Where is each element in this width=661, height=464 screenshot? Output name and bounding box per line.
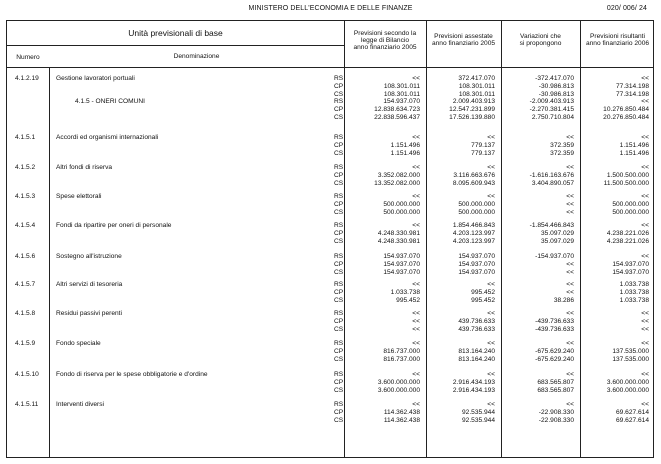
row-numero: 4.1.5.11 — [15, 401, 39, 408]
cell-risultanti: 1.033.738 — [619, 289, 649, 296]
cell-variazioni: -1.854.466.843 — [529, 222, 574, 229]
row-type: CS — [334, 114, 344, 121]
cell-risultanti: << — [641, 98, 649, 105]
cell-risultanti: << — [641, 326, 649, 333]
row-denominazione: Fondo speciale — [56, 340, 101, 347]
cell-variazioni: -30.986.813 — [538, 91, 574, 98]
row-type: RS — [334, 281, 344, 288]
cell-bilancio: 114.362.438 — [383, 409, 420, 416]
variazioni-header: Variazioni che si propongono — [519, 33, 562, 48]
cell-variazioni: -154.937.070 — [535, 253, 574, 260]
cell-bilancio: 1.151.496 — [390, 150, 420, 157]
cell-variazioni: << — [566, 340, 574, 347]
cell-bilancio: 4.248.330.981 — [377, 238, 420, 245]
cell-assestate: 108.301.011 — [458, 83, 495, 90]
cell-assestate: 154.937.070 — [458, 253, 495, 260]
cell-risultanti: << — [641, 193, 649, 200]
cell-assestate: 154.937.070 — [458, 269, 495, 276]
cell-variazioni: -372.417.070 — [535, 75, 574, 82]
cell-risultanti: 1.033.738 — [619, 281, 649, 288]
row-denominazione: Residui passivi perenti — [56, 310, 122, 317]
cell-risultanti: << — [641, 340, 649, 347]
row-numero: 4.1.5.1 — [15, 134, 36, 141]
cell-risultanti: 69.627.614 — [615, 417, 649, 424]
cell-assestate: 4.203.123.997 — [452, 238, 495, 245]
cell-variazioni: -439.736.633 — [535, 318, 574, 325]
cell-assestate: 17.526.139.880 — [449, 114, 495, 121]
row-type: CS — [334, 297, 344, 304]
cell-variazioni: 683.565.807 — [537, 387, 574, 394]
cell-variazioni: 38.286 — [553, 297, 574, 304]
row-denominazione: 4.1.5 - ONERI COMUNI — [75, 98, 145, 105]
row-denominazione: Fondo di riserva per le spese obbligatorie e d'ordine — [56, 371, 208, 378]
page-code: 020/ 006/ 24 — [606, 5, 647, 12]
cell-risultanti: << — [641, 310, 649, 317]
cell-bilancio: 1.033.738 — [390, 289, 420, 296]
cell-variazioni: 372.359 — [550, 142, 574, 149]
row-type: RS — [334, 401, 344, 408]
cell-risultanti: 154.937.070 — [612, 269, 649, 276]
cell-variazioni: -675.629.240 — [535, 348, 574, 355]
cell-risultanti: 137.535.000 — [612, 356, 649, 363]
cell-risultanti: 77.314.198 — [615, 91, 649, 98]
row-type: CS — [334, 417, 344, 424]
cell-risultanti: 137.535.000 — [612, 348, 649, 355]
row-type: CP — [334, 261, 344, 268]
cell-assestate: 439.736.633 — [458, 318, 495, 325]
cell-assestate: 108.301.011 — [458, 91, 495, 98]
cell-bilancio: 108.301.011 — [383, 91, 420, 98]
cell-variazioni: << — [566, 371, 574, 378]
row-type: CP — [334, 409, 344, 416]
cell-risultanti: 500.000.000 — [612, 209, 649, 216]
cell-assestate: 3.116.663.676 — [453, 172, 495, 179]
cell-assestate: << — [487, 134, 495, 141]
cell-variazioni: << — [566, 193, 574, 200]
row-type: CS — [334, 238, 344, 245]
cell-assestate: 4.203.123.997 — [452, 230, 495, 237]
row-type: CP — [334, 142, 344, 149]
cell-risultanti: 1.033.738 — [619, 297, 649, 304]
cell-risultanti: 1.151.496 — [619, 150, 649, 157]
cell-risultanti: 4.238.221.026 — [606, 230, 649, 237]
cell-assestate: 2.916.434.193 — [452, 379, 495, 386]
cell-variazioni: << — [566, 289, 574, 296]
cell-risultanti: 3.600.000.000 — [606, 379, 649, 386]
cell-variazioni: 35.097.029 — [540, 238, 574, 245]
cell-risultanti: 10.276.850.484 — [603, 106, 649, 113]
cell-bilancio: << — [412, 340, 420, 347]
budget-table — [6, 20, 654, 458]
row-numero: 4.1.5.3 — [15, 193, 36, 200]
cell-variazioni: 372.359 — [550, 150, 574, 157]
cell-bilancio: 154.937.070 — [383, 98, 420, 105]
cell-assestate: 779.137 — [471, 150, 495, 157]
cell-bilancio: 108.301.011 — [383, 83, 420, 90]
cell-assestate: 500.000.000 — [458, 201, 495, 208]
row-type: CS — [334, 209, 344, 216]
prev-bilancio-header: Previsioni secondo la legge di Bilancio anno finanziario 2005 — [353, 30, 417, 52]
row-type: CP — [334, 289, 344, 296]
cell-assestate: 8.095.609.943 — [452, 180, 495, 187]
cell-variazioni: 3.404.890.057 — [531, 180, 574, 187]
cell-assestate: << — [487, 310, 495, 317]
col-divider-numero — [49, 67, 50, 457]
cell-risultanti: 4.238.221.026 — [606, 238, 649, 245]
unit-group-header: Unità previsionali di base — [128, 28, 223, 38]
row-type: CP — [334, 83, 344, 90]
cell-bilancio: 3.600.000.000 — [377, 379, 420, 386]
cell-variazioni: -2.270.381.415 — [529, 106, 574, 113]
cell-assestate: 2.009.403.913 — [452, 98, 495, 105]
row-type: CP — [334, 379, 344, 386]
cell-assestate: 12.547.231.899 — [449, 106, 495, 113]
cell-assestate: << — [487, 193, 495, 200]
row-denominazione: Altri fondi di riserva — [56, 164, 113, 171]
cell-variazioni: -1.616.163.676 — [529, 172, 574, 179]
row-type: CP — [334, 230, 344, 237]
row-type: RS — [334, 134, 344, 141]
row-type: CP — [334, 348, 344, 355]
cell-assestate: << — [487, 281, 495, 288]
prev-risultanti-header: Previsioni risultanti anno finanziario 2006 — [585, 33, 650, 48]
row-denominazione: Altri servizi di tesoreria — [56, 281, 123, 288]
cell-variazioni: << — [566, 310, 574, 317]
row-type: CP — [334, 201, 344, 208]
cell-risultanti: 11.500.500.000 — [603, 180, 649, 187]
cell-risultanti: 77.314.198 — [615, 83, 649, 90]
row-type: RS — [334, 222, 344, 229]
row-numero: 4.1.5.4 — [15, 222, 36, 229]
row-type: CS — [334, 356, 344, 363]
row-type: RS — [334, 310, 344, 317]
cell-risultanti: << — [641, 222, 649, 229]
cell-bilancio: 13.352.082.000 — [374, 180, 420, 187]
cell-variazioni: << — [566, 209, 574, 216]
cell-bilancio: << — [412, 134, 420, 141]
cell-bilancio: << — [412, 281, 420, 288]
row-denominazione: Accordi ed organismi internazionali — [56, 134, 159, 141]
cell-variazioni: << — [566, 164, 574, 171]
cell-assestate: 779.137 — [471, 142, 495, 149]
cell-bilancio: << — [412, 371, 420, 378]
cell-variazioni: 2.750.710.804 — [531, 114, 574, 121]
row-type: CP — [334, 106, 344, 113]
cell-assestate: 154.937.070 — [458, 261, 495, 268]
row-numero: 4.1.2.19 — [15, 75, 39, 82]
cell-bilancio: 114.362.438 — [383, 417, 420, 424]
row-type: CS — [334, 150, 344, 157]
denominazione-header: Denominazione — [173, 53, 220, 60]
cell-bilancio: 500.000.000 — [383, 201, 420, 208]
cell-risultanti: << — [641, 401, 649, 408]
cell-risultanti: 20.276.850.484 — [603, 114, 649, 121]
cell-bilancio: 1.151.496 — [390, 142, 420, 149]
cell-bilancio: 816.737.000 — [383, 348, 420, 355]
row-denominazione: Fondi da ripartire per oneri di personale — [56, 222, 172, 229]
cell-bilancio: 3.352.082.000 — [377, 172, 420, 179]
row-numero: 4.1.5.9 — [15, 340, 36, 347]
cell-bilancio: 995.452 — [396, 297, 420, 304]
cell-variazioni: -675.629.240 — [535, 356, 574, 363]
row-denominazione: Sostegno all'istruzione — [56, 253, 122, 260]
cell-risultanti: 154.937.070 — [612, 261, 649, 268]
cell-risultanti: << — [641, 134, 649, 141]
row-type: RS — [334, 253, 344, 260]
row-numero: 4.1.5.2 — [15, 164, 36, 171]
cell-variazioni: << — [566, 201, 574, 208]
cell-risultanti: << — [641, 75, 649, 82]
row-denominazione: Gestione lavoratori portuali — [56, 75, 135, 82]
cell-risultanti: << — [641, 318, 649, 325]
row-type: RS — [334, 98, 344, 105]
row-numero: 4.1.5.10 — [15, 371, 39, 378]
cell-risultanti: << — [641, 164, 649, 171]
row-numero: 4.1.5.8 — [15, 310, 36, 317]
cell-assestate: << — [487, 340, 495, 347]
cell-assestate: 813.164.240 — [458, 348, 495, 355]
row-type: RS — [334, 164, 344, 171]
row-type: CP — [334, 318, 344, 325]
cell-bilancio: << — [412, 164, 420, 171]
cell-variazioni: << — [566, 281, 574, 288]
prev-assestate-header: Previsioni assestate anno finanziario 2005 — [431, 33, 496, 48]
cell-variazioni: -2.009.403.913 — [529, 98, 574, 105]
cell-risultanti: << — [641, 253, 649, 260]
cell-assestate: 995.452 — [471, 289, 495, 296]
numero-header: Numero — [16, 54, 40, 61]
cell-assestate: 372.417.070 — [458, 75, 495, 82]
row-denominazione: Interventi diversi — [56, 401, 105, 408]
cell-assestate: << — [487, 371, 495, 378]
cell-bilancio: 22.838.596.437 — [374, 114, 420, 121]
cell-risultanti: 1.500.500.000 — [606, 172, 649, 179]
header-rule-bottom — [7, 67, 653, 68]
cell-risultanti: 500.000.000 — [612, 201, 649, 208]
cell-bilancio: 500.000.000 — [383, 209, 420, 216]
cell-assestate: << — [487, 401, 495, 408]
row-type: CS — [334, 326, 344, 333]
row-denominazione: Spese elettorali — [56, 193, 102, 200]
cell-bilancio: << — [412, 75, 420, 82]
row-type: CS — [334, 269, 344, 276]
cell-variazioni: 683.565.807 — [537, 379, 574, 386]
cell-bilancio: << — [412, 310, 420, 317]
cell-variazioni: 35.097.029 — [540, 230, 574, 237]
cell-variazioni: << — [566, 269, 574, 276]
cell-bilancio: 12.838.634.723 — [374, 106, 420, 113]
cell-risultanti: << — [641, 371, 649, 378]
cell-risultanti: 1.151.496 — [619, 142, 649, 149]
cell-assestate: 1.854.466.843 — [452, 222, 495, 229]
cell-variazioni: << — [566, 401, 574, 408]
cell-risultanti: 3.600.000.000 — [606, 387, 649, 394]
cell-assestate: 500.000.000 — [458, 209, 495, 216]
cell-assestate: << — [487, 164, 495, 171]
cell-variazioni: << — [566, 134, 574, 141]
cell-variazioni: -30.986.813 — [538, 83, 574, 90]
cell-bilancio: 816.737.000 — [383, 356, 420, 363]
cell-bilancio: 4.248.330.981 — [377, 230, 420, 237]
cell-bilancio: 3.600.000.000 — [377, 387, 420, 394]
cell-assestate: 92.535.944 — [461, 409, 495, 416]
cell-bilancio: << — [412, 318, 420, 325]
cell-assestate: 439.736.633 — [458, 326, 495, 333]
cell-variazioni: -439.736.633 — [535, 326, 574, 333]
cell-bilancio: << — [412, 401, 420, 408]
row-type: CP — [334, 172, 344, 179]
row-type: CS — [334, 91, 344, 98]
cell-assestate: 2.916.434.193 — [452, 387, 495, 394]
cell-variazioni: -22.908.330 — [538, 417, 574, 424]
cell-bilancio: 154.937.070 — [383, 253, 420, 260]
cell-variazioni: << — [566, 261, 574, 268]
cell-assestate: 813.164.240 — [458, 356, 495, 363]
row-type: RS — [334, 193, 344, 200]
cell-variazioni: -22.908.330 — [538, 409, 574, 416]
row-type: RS — [334, 371, 344, 378]
row-type: RS — [334, 340, 344, 347]
cell-bilancio: 154.937.070 — [383, 261, 420, 268]
cell-risultanti: 69.627.614 — [615, 409, 649, 416]
cell-assestate: 92.535.944 — [461, 417, 495, 424]
row-numero: 4.1.5.7 — [15, 281, 36, 288]
cell-bilancio: << — [412, 193, 420, 200]
cell-assestate: 995.452 — [471, 297, 495, 304]
cell-bilancio: << — [412, 222, 420, 229]
row-numero: 4.1.5.6 — [15, 253, 36, 260]
cell-bilancio: 154.937.070 — [383, 269, 420, 276]
header-rule-group — [7, 45, 344, 46]
cell-bilancio: << — [412, 326, 420, 333]
page-header-title: MINISTERO DELL'ECONOMIA E DELLE FINANZE — [248, 5, 413, 12]
row-type: CS — [334, 387, 344, 394]
row-type: CS — [334, 180, 344, 187]
row-type: RS — [334, 75, 344, 82]
